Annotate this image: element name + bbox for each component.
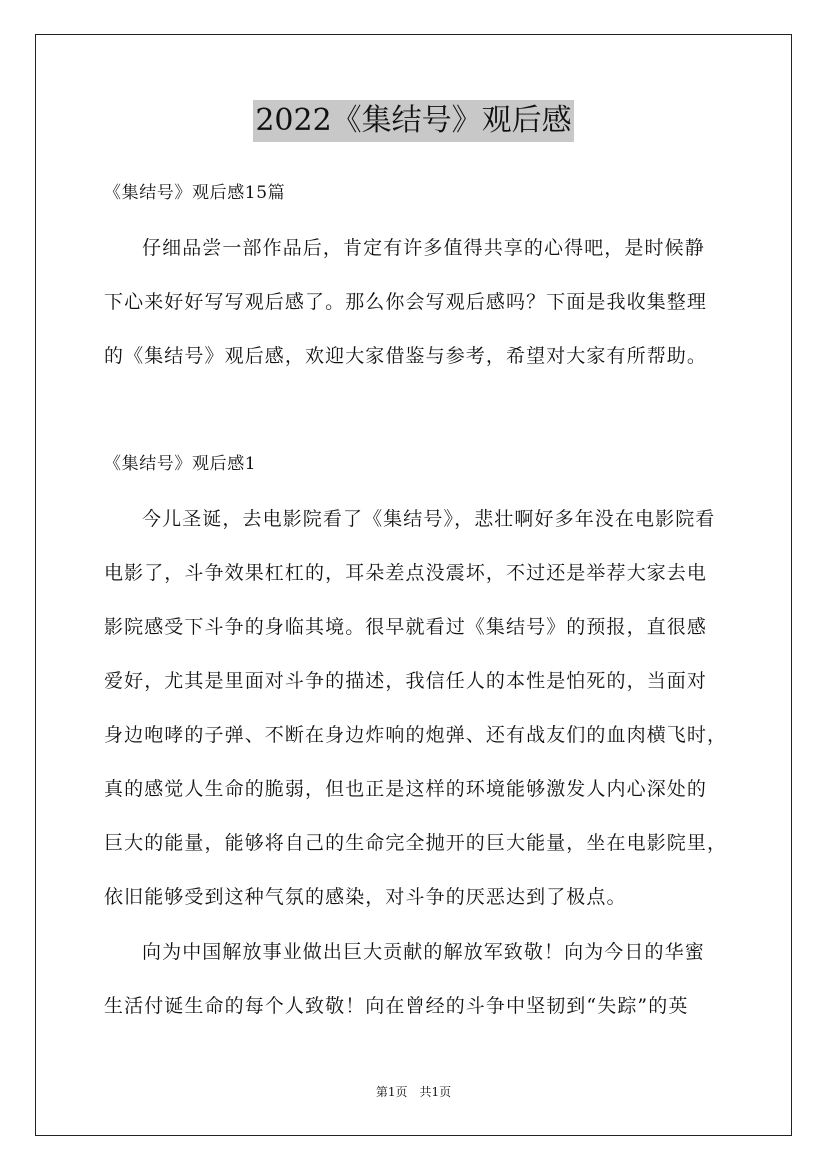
section-line-9: 向为中国解放事业做出巨大贡献的解放军致敬！向为今日的华蜜 [142, 941, 705, 963]
page-footer: 第1页 共1页 [375, 1085, 452, 1099]
title-container [0, 100, 827, 142]
intro-line-1: 仔细品尝一部作品后，肯定有许多值得共享的心得吧，是时候静 [142, 237, 705, 259]
section-heading: 《集结号》观后感1 [104, 454, 257, 474]
section-line-10: 生活付诞生命的每个人致敬！向在曾经的斗争中坚韧到“失踪”的英 [104, 995, 689, 1017]
section-line-8: 依旧能够受到这种气氛的感染，对斗争的厌恶达到了极点。 [104, 886, 627, 908]
intro-line-3: 的《集结号》观后感，欢迎大家借鉴与参考，希望对大家有所帮助。 [104, 345, 708, 367]
subtitle: 《集结号》观后感15篇 [104, 183, 286, 203]
section-line-5: 身边咆哮的子弹、不断在身边炸响的炮弹、还有战友们的血肉横飞时， [104, 724, 728, 746]
section-line-2: 电影了，斗争效果杠杠的，耳朵差点没震坏，不过还是举荐大家去电 [104, 562, 708, 584]
section-line-3: 影院感受下斗争的身临其境。很早就看过《集结号》的预报，直很感 [104, 616, 708, 638]
section-line-6: 真的感觉人生命的脆弱，但也正是这样的环境能够激发人内心深处的 [104, 778, 708, 800]
section-line-1: 今儿圣诞，去电影院看了《集结号》，悲壮啊好多年没在电影院看 [142, 508, 716, 530]
section-line-7: 巨大的能量，能够将自己的生命完全抛开的巨大能量，坐在电影院里， [104, 832, 728, 854]
intro-line-2: 下心来好好写写观后感了。那么你会写观后感吗？下面是我收集整理 [104, 291, 708, 313]
document-title: 2022《集结号》观后感 [253, 100, 573, 142]
section-line-4: 爱好，尤其是里面对斗争的描述，我信任人的本性是怕死的，当面对 [104, 670, 708, 692]
